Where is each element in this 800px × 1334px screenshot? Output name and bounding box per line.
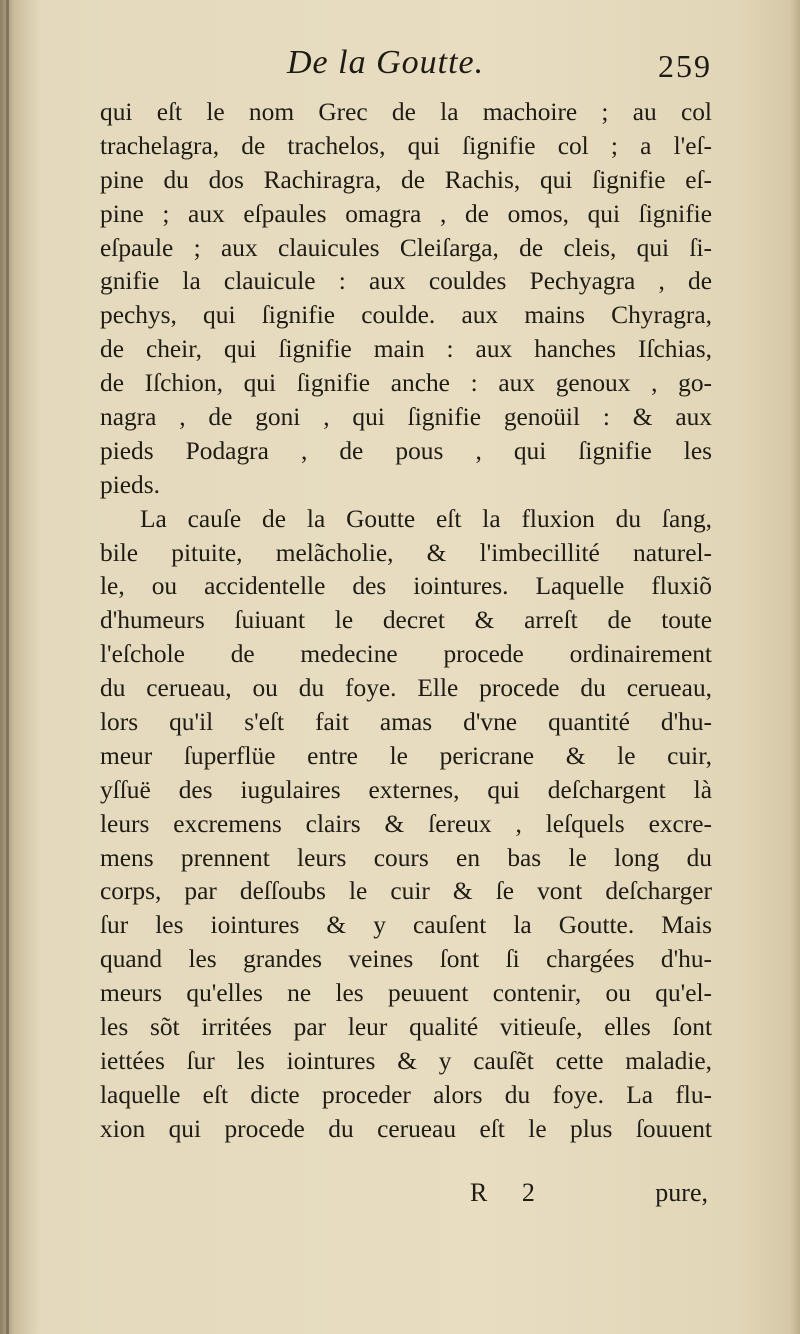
text-line: le, ou accidentelle des iointures. Laquelle fluxiõ (100, 572, 712, 601)
running-title: De la Goutte. (287, 44, 485, 81)
text-line: laquelle eſt dicte proceder alors du foye. La flu- (100, 1080, 712, 1109)
text-line: quand les grandes veines ſont ſi chargées d'hu- (100, 945, 712, 974)
text-line: pieds. (100, 470, 160, 499)
text-line: bile pituite, melãcholie, & l'imbecillité naturel- (100, 538, 712, 567)
signature-mark: R 2 (470, 1178, 549, 1207)
text-line: pine du dos Rachiragra, de Rachis, qui ſignifie eſ- (100, 165, 712, 194)
text-line: du cerueau, ou du foye. Elle procede du cerueau, (100, 674, 712, 703)
text-line: trachelagra, de trachelos, qui ſignifie col ; a l'eſ- (100, 131, 712, 160)
catchword: pure, (655, 1178, 708, 1207)
binding-gutter (6, 0, 9, 1334)
page-edge-shadow (790, 0, 800, 1334)
text-line: ſur les iointures & y cauſent la Goutte. Mais (100, 911, 712, 940)
text-line: de cheir, qui ſignifie main : aux hanches Iſchias, (100, 335, 712, 364)
text-line: nagra , de goni , qui ſignifie genoüil : & aux (100, 403, 712, 432)
page-header (92, 40, 712, 100)
text-line: corps, par deſſoubs le cuir & ſe vont deſcharger (100, 877, 712, 906)
text-line: meurs qu'elles ne les peuuent contenir, ou qu'el- (100, 979, 712, 1008)
text-line: lors qu'il s'eſt fait amas d'vne quantité d'hu- (100, 708, 712, 737)
text-line: gnifie la clauicule : aux couldes Pechyagra , de (100, 267, 712, 296)
body-text (100, 96, 712, 1206)
text-line: qui eſt le nom Grec de la machoire ; au col (100, 98, 712, 126)
page-footer (100, 1174, 712, 1214)
text-line: xion qui procede du cerueau eſt le plus ſouuent (100, 1114, 712, 1143)
text-line: iettées ſur les iointures & y cauſẽt cette maladie, (100, 1046, 712, 1075)
text-line: eſpaule ; aux clauicules Cleiſarga, de cleis, qui ſi- (100, 233, 712, 262)
text-line: La cauſe de la Goutte eſt la fluxion du ſang, (140, 504, 712, 533)
text-line: meur ſuperflüe entre le pericrane & le cuir, (100, 741, 712, 770)
text-line: de Iſchion, qui ſignifie anche : aux genoux , go- (100, 369, 712, 398)
text-line: yſſuë des iugulaires externes, qui deſchargent là (100, 775, 712, 804)
text-line: pieds Podagra , de pous , qui ſignifie les (100, 436, 712, 465)
text-line: l'eſchole de medecine procede ordinairement (100, 640, 712, 669)
text-line: mens prennent leurs cours en bas le long du (100, 843, 712, 872)
text-line: d'humeurs ſuiuant le decret & arreſt de toute (100, 606, 712, 635)
text-line: leurs excremens clairs & ſereux , leſquels excre- (100, 809, 712, 838)
page-number: 259 (658, 48, 712, 84)
text-line: pechys, qui ſignifie coulde. aux mains Chyragra, (100, 301, 712, 330)
text-line: pine ; aux eſpaules omagra , de omos, qui ſignifie (100, 199, 712, 228)
text-line: les sõt irritées par leur qualité vitieuſe, elles ſont (100, 1013, 712, 1042)
